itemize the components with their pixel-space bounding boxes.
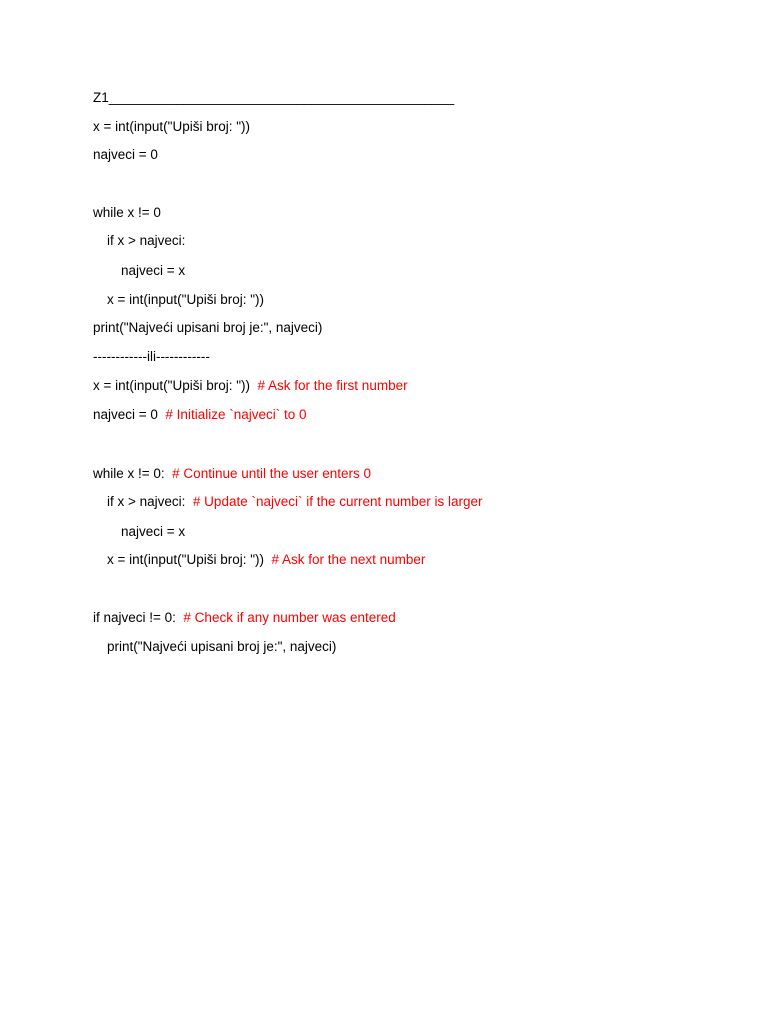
code-text: if najveci != 0:	[93, 610, 184, 625]
code-line	[107, 551, 425, 569]
code-line: najveci = x	[121, 524, 186, 539]
code-comment: # Update `najveci` if the current number is larger	[192, 494, 483, 509]
code-text: x = int(input("Upiši broj: "))	[93, 378, 258, 393]
code-comment: # Continue until the user enters 0	[172, 466, 372, 481]
code-line	[93, 609, 396, 627]
code-line: x = int(input("Upiši broj: "))	[93, 119, 251, 134]
code-line: najveci = x	[121, 263, 186, 278]
code-comment: # Ask for the next number	[271, 552, 426, 567]
separator: ------------ili------------	[93, 349, 210, 364]
code-line	[107, 493, 483, 511]
code-comment: # Ask for the first number	[257, 378, 408, 393]
code-text: x = int(input("Upiši broj: "))	[107, 552, 272, 567]
code-text: najveci = 0	[93, 407, 166, 422]
heading: Z1______________________________________________	[93, 90, 455, 105]
code-line: while x != 0	[93, 205, 161, 220]
code-line	[93, 377, 408, 395]
code-line	[93, 465, 371, 483]
code-line: if x > najveci:	[107, 233, 186, 248]
code-line: najveci = 0	[93, 147, 158, 162]
code-line: x = int(input("Upiši broj: "))	[107, 292, 265, 307]
code-line: print("Najveći upisani broj je:", najveci)	[107, 639, 337, 654]
code-comment: # Initialize `najveci` to 0	[165, 407, 307, 422]
code-text: while x != 0:	[93, 466, 173, 481]
code-text: if x > najveci:	[107, 494, 193, 509]
code-line: print("Najveći upisani broj je:", najveci)	[93, 320, 323, 335]
code-comment: # Check if any number was entered	[183, 610, 396, 625]
code-line	[93, 406, 307, 424]
